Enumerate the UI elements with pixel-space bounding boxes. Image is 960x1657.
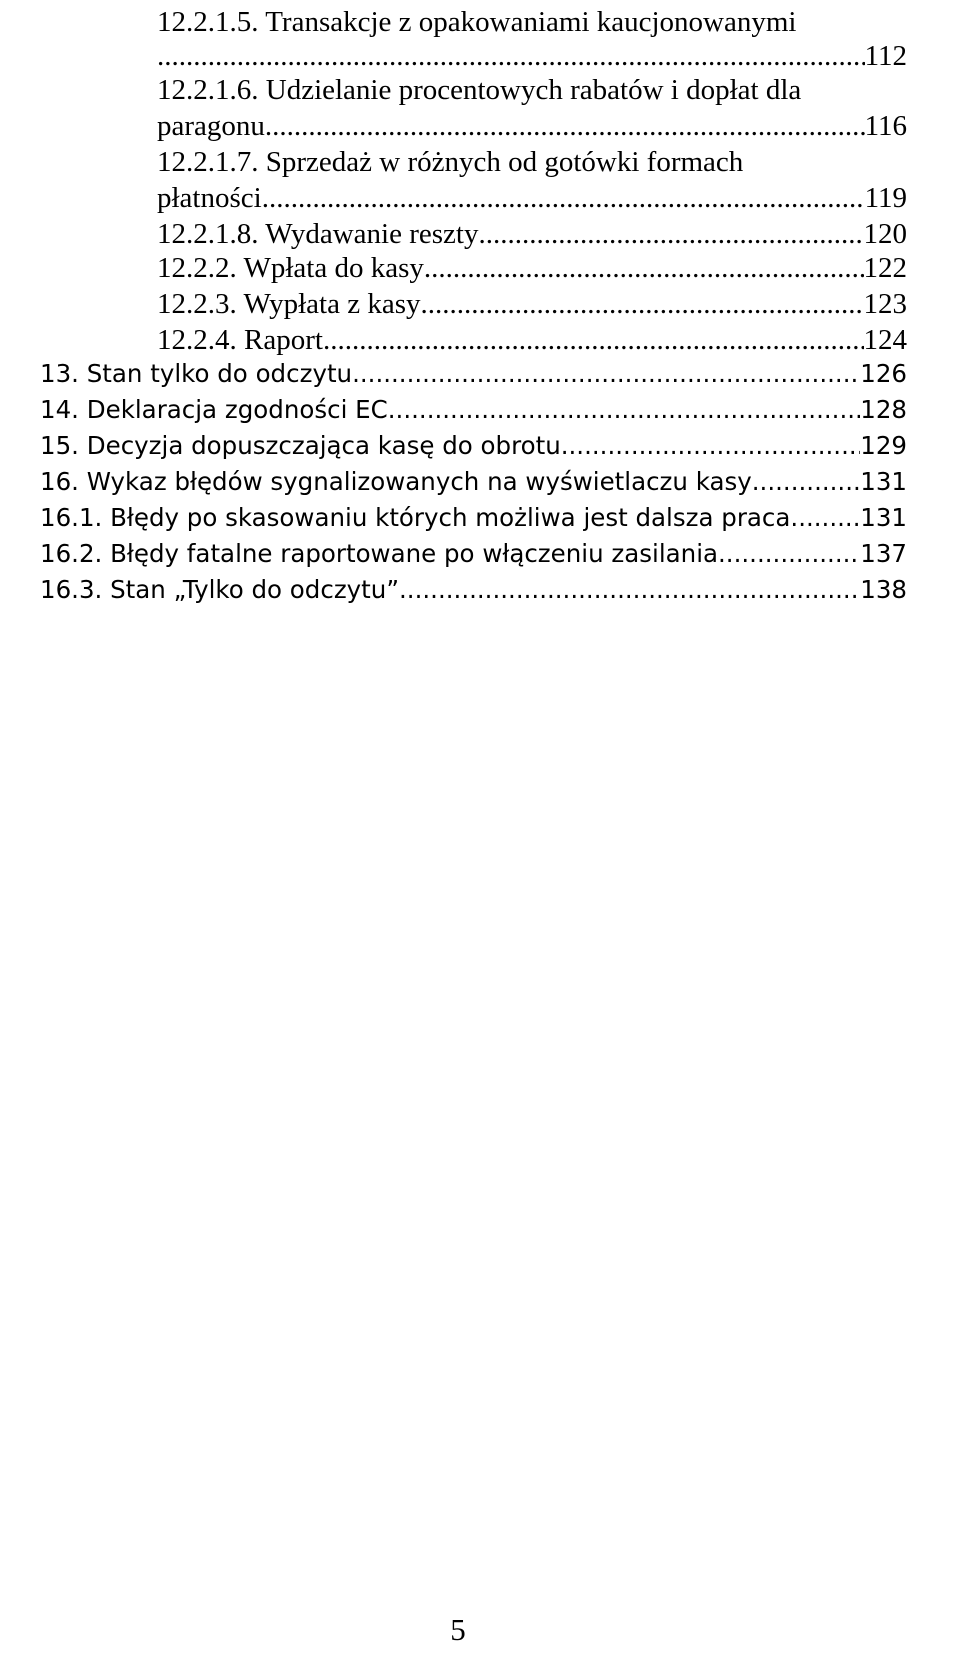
toc-entry[interactable] [157,284,907,324]
toc-leader-dots [752,462,860,502]
toc-entry-page: 124 [863,324,907,356]
toc-leader-dots [388,390,860,430]
toc-entry-label: 12.2.3. Wypłata z kasy [157,288,421,320]
toc-entry-page: 120 [863,218,907,250]
toc-entry-label: 12.2.4. Raport [157,324,323,356]
toc-entry[interactable] [157,248,907,288]
toc-entry-page: 131 [860,503,907,532]
toc-leader-dots [399,570,860,610]
toc-entry-label: 14. Deklaracja zgodności EC [40,395,388,424]
toc-entry-page: 126 [860,359,907,388]
toc-entry-page: 138 [860,575,907,604]
toc-entry-label: 16.2. Błędy fatalne raportowane po włączeniu zasilania [40,539,719,568]
toc-entry-page: 131 [860,467,907,496]
toc-leader-dots [718,534,860,574]
toc-leader-dots [265,106,865,146]
toc-entry-page: 137 [860,539,907,568]
toc-entry-label: 12.2.1.6. Udzielanie procentowych rabatów i dopłat dla [157,74,802,106]
toc-entry-label: 12.2.1.7. Sprzedaż w różnych od gotówki formach [157,146,744,178]
toc-entry-label: płatności [157,182,262,214]
page-number: 5 [450,1612,466,1647]
toc-entry[interactable] [40,390,907,430]
toc-entry-page: 112 [864,40,907,72]
toc-entry-page: 116 [864,110,907,142]
toc-entry-label: 16. Wykaz błędów sygnalizowanych na wyświetlaczu kasy [40,467,752,496]
toc-entry[interactable] [157,142,907,182]
toc-leader-dots [352,354,860,394]
toc-entry[interactable] [40,462,907,502]
toc-entry[interactable] [157,178,907,218]
toc-leader-dots [421,284,864,324]
toc-entry[interactable] [157,70,907,110]
toc-entry[interactable] [40,570,907,610]
toc-entry-label: 13. Stan tylko do odczytu [40,359,353,388]
toc-entry[interactable] [40,534,907,574]
toc-entry-page: 119 [864,182,907,214]
toc-entry[interactable] [40,426,907,466]
toc-leader-dots [790,498,860,538]
toc-entry[interactable] [157,106,907,146]
toc-entry-label: paragonu [157,110,265,142]
toc-entry-label: 15. Decyzja dopuszczająca kasę do obrotu [40,431,561,460]
toc-entry-label: 12.2.2. Wpłata do kasy [157,252,424,284]
toc-leader-dots [561,426,861,466]
toc-entry-page: 123 [863,288,907,320]
toc-entry[interactable] [40,498,907,538]
toc-leader-dots [424,248,864,288]
toc-entry-label: 12.2.1.5. Transakcje z opakowaniami kaucjonowanymi [157,6,797,38]
toc-entry-page: 122 [863,252,907,284]
toc-entry-page: 129 [860,431,907,460]
toc-leader-dots [262,178,865,218]
toc-entry-label: 16.3. Stan „Tylko do odczytu” [40,575,400,604]
toc-entry-label: 12.2.1.8. Wydawanie reszty [157,218,479,250]
toc-entry-label: 16.1. Błędy po skasowaniu których możliwa jest dalsza praca [40,503,791,532]
toc-entry-page: 128 [860,395,907,424]
toc-entry[interactable] [40,354,907,394]
